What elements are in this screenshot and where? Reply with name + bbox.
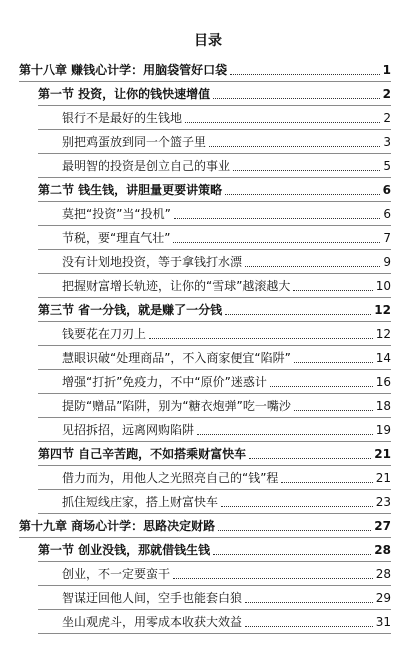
toc-page-number: 3 [383,135,391,149]
toc-entry-title: 最明智的投资是创立自己的事业 [62,159,231,173]
row-divider [38,561,391,562]
dot-leader [233,169,380,171]
toc-page-number: 23 [375,495,391,509]
toc-page-number: 2 [383,111,391,125]
toc-entry-title: 第二节 钱生钱，讲胆量更要讲策略 [38,183,223,197]
dot-leader [225,193,379,195]
row-divider [38,489,391,490]
row-divider [38,393,391,394]
row-divider [38,345,391,346]
toc-page-number: 16 [375,375,391,389]
row-divider [38,105,391,106]
toc-page-number: 29 [375,591,391,605]
toc-entry-title: 抓住短线庄家，搭上财富快车 [62,495,219,509]
dot-leader [213,553,371,555]
toc-entry-title: 没有计划地投资，等于拿钱打水漂 [62,255,243,269]
dot-leader [221,505,373,507]
toc-page-number: 6 [383,207,391,221]
dot-leader [213,97,379,99]
toc-item-entry[interactable] [62,470,391,486]
toc-entry-title: 莫把“投资”当“投机” [62,207,171,221]
toc-item-entry[interactable] [62,566,391,582]
dot-leader [294,361,373,363]
toc-item-entry[interactable] [62,614,391,630]
row-divider [38,177,391,178]
toc-page-number: 6 [382,183,391,197]
dot-leader [245,601,373,603]
toc-item-entry[interactable] [62,254,391,270]
toc-entry-title: 钱要花在刀刃上 [62,327,147,341]
toc-entry-title: 慧眼识破“处理商品”，不入商家便宜“陷阱” [62,351,291,365]
dot-leader [293,289,372,291]
toc-page-number: 27 [374,519,391,533]
row-divider [38,441,391,442]
toc-item-entry[interactable] [62,158,391,174]
toc-entry-title: 第三节 省一分钱，就是赚了一分钱 [38,303,223,317]
toc-page-number: 28 [375,567,391,581]
row-divider [38,585,391,586]
toc-entry-title: 第十九章 商场心计学：思路决定财路 [19,519,216,533]
dot-leader [173,241,380,243]
dot-leader [225,313,371,315]
toc-item-entry[interactable] [62,134,391,150]
toc-entry-title: 增强“打折”免疫力，不中“原价”迷惑计 [62,375,267,389]
toc-section-entry[interactable] [38,182,391,198]
toc-item-entry[interactable] [62,278,391,294]
row-divider [38,249,391,250]
toc-page-number: 5 [383,159,391,173]
toc-entry-title: 第十八章 赚钱心计学：用脑袋管好口袋 [19,63,228,77]
dot-leader [249,457,371,459]
dot-leader [294,409,373,411]
row-divider [38,321,391,322]
dot-leader [230,73,379,75]
toc-entry-title: 把握财富增长轨迹，让你的“雪球”越滚越大 [62,279,291,293]
dot-leader [270,385,373,387]
row-divider [38,297,391,298]
toc-item-entry[interactable] [62,350,391,366]
dot-leader [149,337,373,339]
toc-page-number: 2 [382,87,391,101]
row-divider [38,225,391,226]
row-divider [38,369,391,370]
toc-page-number: 28 [374,543,391,557]
toc-item-entry[interactable] [62,374,391,390]
toc-section-entry[interactable] [38,542,391,558]
row-divider [38,513,391,514]
toc-entry-title: 提防“赠品”陷阱，别为“糖衣炮弹”吃一嘴沙 [62,399,291,413]
toc-item-entry[interactable] [62,110,391,126]
page-title: 目录 [194,33,222,49]
toc-item-entry[interactable] [62,590,391,606]
toc-section-entry[interactable] [38,86,391,102]
toc-chapter-entry[interactable] [19,518,391,534]
row-divider [38,633,391,634]
dot-leader [174,217,380,219]
row-divider [38,273,391,274]
toc-page-number: 9 [383,255,391,269]
toc-item-entry[interactable] [62,326,391,342]
dot-leader [209,145,380,147]
toc-page-number: 14 [375,351,391,365]
dot-leader [197,433,373,435]
toc-page-number: 12 [374,303,391,317]
row-divider [38,417,391,418]
toc-entry-title: 第一节 投资，让你的钱快速增值 [38,87,211,101]
dot-leader [173,577,373,579]
row-divider [19,537,391,538]
toc-entry-title: 智谋迂回他人间，空手也能套白狼 [62,591,243,605]
dot-leader [218,529,371,531]
toc-item-entry[interactable] [62,398,391,414]
row-divider [38,465,391,466]
toc-entry-title: 创业，不一定要蛮干 [62,567,171,581]
dot-leader [281,481,372,483]
toc-page-number: 18 [375,399,391,413]
toc-item-entry[interactable] [62,206,391,222]
dot-leader [245,625,373,627]
toc-entry-title: 借力而为，用他人之光照亮自己的“钱”程 [62,471,279,485]
toc-entry-title: 第四节 自己辛苦跑，不如搭乘财富快车 [38,447,247,461]
toc-item-entry[interactable] [62,494,391,510]
row-divider [38,153,391,154]
toc-section-entry[interactable] [38,302,391,318]
row-divider [38,129,391,130]
toc-section-entry[interactable] [38,446,391,462]
toc-entry-title: 别把鸡蛋放到同一个篮子里 [62,135,207,149]
toc-page-number: 21 [374,447,391,461]
dot-leader [185,121,380,123]
toc-entry-title: 节税，要“理直气壮” [62,231,171,245]
toc-page-number: 31 [375,615,391,629]
row-divider [19,81,391,82]
dot-leader [245,265,380,267]
toc-item-entry[interactable] [62,422,391,438]
toc-page-number: 19 [375,423,391,437]
toc-page-number: 10 [375,279,391,293]
toc-page-number: 1 [382,63,391,77]
toc-entry-title: 银行不是最好的生钱地 [62,111,183,125]
toc-page-number: 12 [375,327,391,341]
toc-entry-title: 坐山观虎斗，用零成本收获大效益 [62,615,243,629]
toc-item-entry[interactable] [62,230,391,246]
row-divider [38,201,391,202]
toc-entry-title: 见招拆招，远离网购陷阱 [62,423,195,437]
toc-page-number: 7 [383,231,391,245]
row-divider [38,609,391,610]
toc-page-number: 21 [375,471,391,485]
toc-entry-title: 第一节 创业没钱，那就借钱生钱 [38,543,211,557]
toc-chapter-entry[interactable] [19,62,391,78]
